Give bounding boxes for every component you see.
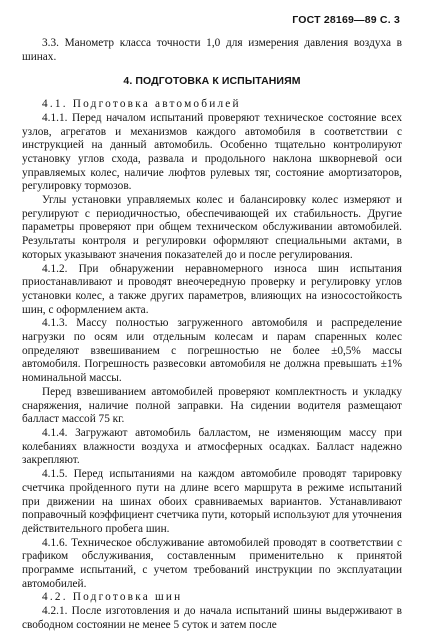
paragraph-4-1-4: 4.1.4. Загружают автомобиль балластом, не изменяющим массу при колебаниях влажности воздуха и атмосферных осадках. Балласт надежно закрепляют. <box>22 426 402 467</box>
document-body <box>22 37 402 633</box>
paragraph-3-3: 3.3. Манометр класса точности 1,0 для измерения давления воздуха в шинах. <box>22 37 402 63</box>
subsection-heading-4-2: 4.2. Подготовка шин <box>42 591 183 604</box>
paragraph-4-1-5: 4.1.5. Перед испытаниями на каждом автомобиле проводят тарировку счетчика пройденного пути на длине всего маршрута в режиме испытаний при движении на шинах обоих сравниваемых вариантов. Устанавливают поправочный коэффициент счетчика пути, который используют для уточнения действительного пробега шин. <box>22 468 402 535</box>
page-header: ГОСТ 28169—89 С. 3 <box>292 14 400 26</box>
paragraph-4-1-3-continued: Перед взвешиванием автомобилей проверяют комплектность и укладку снаряжения, наличие полной заправки. На сидении водителя размещают балласт массой 75 кг. <box>22 385 402 426</box>
paragraph-4-1-3: 4.1.3. Массу полностью загруженного автомобиля и распределение нагрузки по осям или отдельным колесам и парам спаренных колес определяют взвешиванием с погрешностью не более ±0,5% массы автомобиля. Погрешность развесовки автомобиля не должна превышать ±1% номинальной массы. <box>22 317 402 385</box>
paragraph-4-2-1: 4.2.1. После изготовления и до начала испытаний шины выдерживают в свободном состоянии не менее 5 суток и затем после <box>22 605 402 631</box>
subsection-heading-4-1: 4.1. Подготовка автомобилей <box>42 98 241 111</box>
section-title: 4. ПОДГОТОВКА К ИСПЫТАНИЯМ <box>123 75 301 88</box>
paragraph-4-1-1-continued: Углы установки управляемых колес и балансировку колес измеряют и регулируют с периодичностью, обеспечивающей их стабильность. Другие параметры проверяют при общем техническом обслуживании автомобилей. Результаты контроля и регулировки оформляют специальными актами, в которых указывают значения показателей до и после регулирования. <box>22 194 402 261</box>
paragraph-4-1-1: 4.1.1. Перед началом испытаний проверяют техническое состояние всех узлов, агрегатов и механизмов каждого автомобиля в соответствии с инструкцией на данный автомобиль. Особенно тщательно контролируют установку углов схода, развала и продольного наклона шкворневой оси управляемых колес, наличие люфтов рулевых тяг, состояние амортизаторов, регулировку тормозов. <box>22 111 402 193</box>
paragraph-4-1-2: 4.1.2. При обнаружении неравномерного износа шин испытания приостанавливают и проводят внеочередную проверку и регулировку углов установки колес, а также других параметров, влияющих на износостойкость шин, с оформлением акта. <box>22 262 402 316</box>
paragraph-4-1-6: 4.1.6. Техническое обслуживание автомобилей проводят в соответствии с графиком обслуживания, составленным применительно к принятой программе испытаний, с учетом требований инструкции по эксплуатации автомобилей. <box>22 536 402 590</box>
